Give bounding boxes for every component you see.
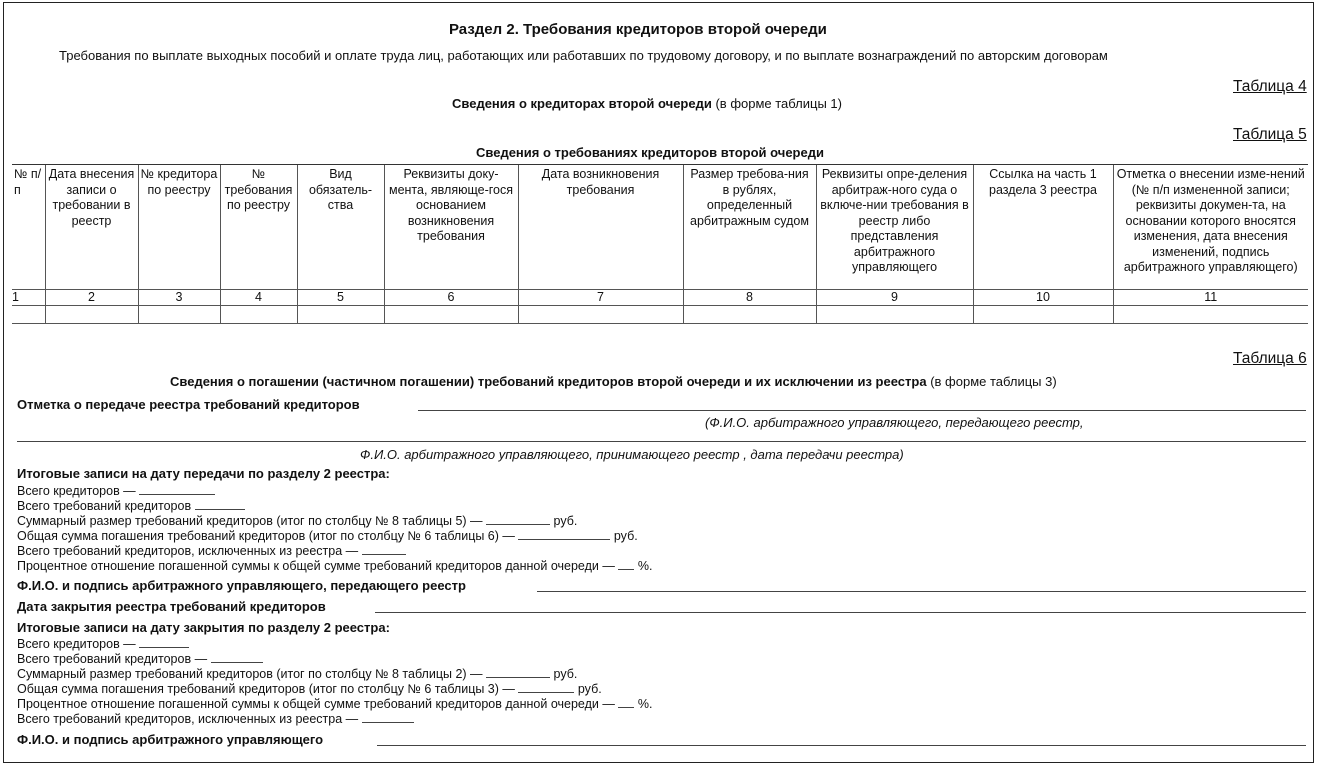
blank-field[interactable] xyxy=(618,558,634,570)
column-number: 8 xyxy=(683,290,816,306)
transfer-hint-1: (Ф.И.О. арбитражного управляющего, передающего реестр, xyxy=(705,415,1084,430)
section-subtitle: Требования по выплате выходных пособий и оплате труда лиц, работающих или работавших по трудовому договору, и по выплате вознаграждений по авторским договорам xyxy=(59,48,1108,63)
column-number: 5 xyxy=(297,290,384,306)
blank-field[interactable] xyxy=(362,711,414,723)
totals-close-line-2 xyxy=(17,651,263,666)
totals-close-line-1 xyxy=(17,636,189,651)
column-header: № кредитора по реестру xyxy=(138,165,220,290)
table-cell[interactable] xyxy=(297,306,384,324)
totals-transfer-line-6 xyxy=(17,558,652,573)
table-cell[interactable] xyxy=(1113,306,1308,324)
unit: руб. xyxy=(553,667,578,681)
column-header: Реквизиты опре-деления арбитраж-ного суда о включе-нии требования в реестр либо представления арбитражного управляющего xyxy=(816,165,973,290)
totals-transfer-line-2 xyxy=(17,498,245,513)
empty-data-row xyxy=(12,306,1308,324)
totals-transfer-line-5 xyxy=(17,543,406,558)
table-cell[interactable] xyxy=(12,306,45,324)
column-header: № требования по реестру xyxy=(220,165,297,290)
close-date-line[interactable] xyxy=(375,612,1306,613)
column-number: 10 xyxy=(973,290,1113,306)
section-title: Раздел 2. Требования кредиторов второй очереди xyxy=(449,21,827,38)
column-number: 11 xyxy=(1113,290,1308,306)
totals-close-line-5 xyxy=(17,696,652,711)
sign-close-label: Ф.И.О. и подпись арбитражного управляющего xyxy=(17,732,324,747)
unit: руб. xyxy=(613,529,638,543)
table6-label: Таблица 6 xyxy=(1233,350,1307,367)
table-cell[interactable] xyxy=(45,306,138,324)
column-header: № п/п xyxy=(12,165,45,290)
transfer-label: Отметка о передаче реестра требований кредиторов xyxy=(17,397,360,412)
column-header: Размер требова-ния в рублях, определенный арбитражным судом xyxy=(683,165,816,290)
text: Общая сумма погашения требований кредиторов (итог по столбцу № 6 таблицы 6) — xyxy=(17,529,515,543)
table-cell[interactable] xyxy=(384,306,518,324)
column-number: 1 xyxy=(12,290,45,306)
table4-caption-note: (в форме таблицы 1) xyxy=(715,96,842,111)
text: Всего кредиторов — xyxy=(17,484,136,498)
totals-transfer-line-1 xyxy=(17,483,215,498)
totals-close-line-4 xyxy=(17,681,602,696)
text: Общая сумма погашения требований кредиторов (итог по столбцу № 6 таблицы 3) — xyxy=(17,682,515,696)
table-cell[interactable] xyxy=(138,306,220,324)
text: Всего кредиторов — xyxy=(17,637,136,651)
unit: руб. xyxy=(553,514,578,528)
table-cell[interactable] xyxy=(518,306,683,324)
table5-label: Таблица 5 xyxy=(1233,126,1307,143)
blank-field[interactable] xyxy=(486,666,550,678)
column-header: Дата внесения записи о требовании в реестр xyxy=(45,165,138,290)
blank-field[interactable] xyxy=(518,681,574,693)
sign-transfer-line[interactable] xyxy=(537,591,1306,592)
unit: руб. xyxy=(577,682,602,696)
transfer-line-2[interactable] xyxy=(17,441,1306,442)
text: Процентное отношение погашенной суммы к общей сумме требований кредиторов данной очереди — xyxy=(17,559,615,573)
column-header: Дата возникновения требования xyxy=(518,165,683,290)
table5-caption: Сведения о требованиях кредиторов второй очереди xyxy=(476,145,824,160)
text: Всего требований кредиторов, исключенных из реестра — xyxy=(17,712,359,726)
totals-transfer-line-4 xyxy=(17,528,638,543)
column-number: 4 xyxy=(220,290,297,306)
blank-field[interactable] xyxy=(211,651,263,663)
unit: %. xyxy=(637,697,653,711)
blank-field[interactable] xyxy=(195,498,245,510)
blank-field[interactable] xyxy=(139,483,215,495)
column-number: 9 xyxy=(816,290,973,306)
unit: %. xyxy=(637,559,653,573)
table-header-row xyxy=(12,165,1308,290)
column-header: Реквизиты доку-мента, являюще-гося основанием возникновения требования xyxy=(384,165,518,290)
totals-close-line-6 xyxy=(17,711,414,726)
table4-caption xyxy=(452,96,842,111)
text: Процентное отношение погашенной суммы к общей сумме требований кредиторов данной очереди — xyxy=(17,697,615,711)
blank-field[interactable] xyxy=(362,543,406,555)
text: Всего требований кредиторов, исключенных из реестра — xyxy=(17,544,359,558)
column-number: 2 xyxy=(45,290,138,306)
blank-field[interactable] xyxy=(486,513,550,525)
totals-transfer-line-3 xyxy=(17,513,577,528)
sign-transfer-label: Ф.И.О. и подпись арбитражного управляющего, передающего реестр xyxy=(17,578,466,593)
transfer-hint-2: Ф.И.О. арбитражного управляющего, принимающего реестр , дата передачи реестра) xyxy=(360,447,904,462)
close-date-label: Дата закрытия реестра требований кредиторов xyxy=(17,599,326,614)
totals-close-heading: Итоговые записи на дату закрытия по разделу 2 реестра: xyxy=(17,620,390,635)
column-number-row xyxy=(12,290,1308,306)
sign-close-line[interactable] xyxy=(377,745,1306,746)
table4-label: Таблица 4 xyxy=(1233,78,1307,95)
column-number: 6 xyxy=(384,290,518,306)
table6-caption-note: (в форме таблицы 3) xyxy=(930,374,1057,389)
column-header: Вид обязатель-ства xyxy=(297,165,384,290)
table-cell[interactable] xyxy=(683,306,816,324)
requirements-table xyxy=(12,164,1308,324)
text: Всего требований кредиторов — xyxy=(17,652,208,666)
table-cell[interactable] xyxy=(973,306,1113,324)
column-header: Ссылка на часть 1 раздела 3 реестра xyxy=(973,165,1113,290)
text: Суммарный размер требований кредиторов (итог по столбцу № 8 таблицы 2) — xyxy=(17,667,483,681)
table6-caption xyxy=(170,374,1057,389)
column-number: 7 xyxy=(518,290,683,306)
blank-field[interactable] xyxy=(618,696,634,708)
text: Всего требований кредиторов xyxy=(17,499,192,513)
table4-caption-title: Сведения о кредиторах второй очереди xyxy=(452,96,712,111)
column-header: Отметка о внесении изме-нений (№ п/п измененной записи; реквизиты докумен-та, на основании которого вносятся изменения, дата внесения изменений, подпись арбитражного управляющего) xyxy=(1113,165,1308,290)
totals-close-line-3 xyxy=(17,666,577,681)
table-cell[interactable] xyxy=(220,306,297,324)
transfer-line[interactable] xyxy=(418,410,1306,411)
blank-field[interactable] xyxy=(139,636,189,648)
text: Суммарный размер требований кредиторов (итог по столбцу № 8 таблицы 5) — xyxy=(17,514,483,528)
table6-caption-title: Сведения о погашении (частичном погашении) требований кредиторов второй очереди и их исключении из реестра xyxy=(170,374,927,389)
column-number: 3 xyxy=(138,290,220,306)
blank-field[interactable] xyxy=(518,528,610,540)
totals-transfer-heading: Итоговые записи на дату передачи по разделу 2 реестра: xyxy=(17,466,390,481)
table-cell[interactable] xyxy=(816,306,973,324)
